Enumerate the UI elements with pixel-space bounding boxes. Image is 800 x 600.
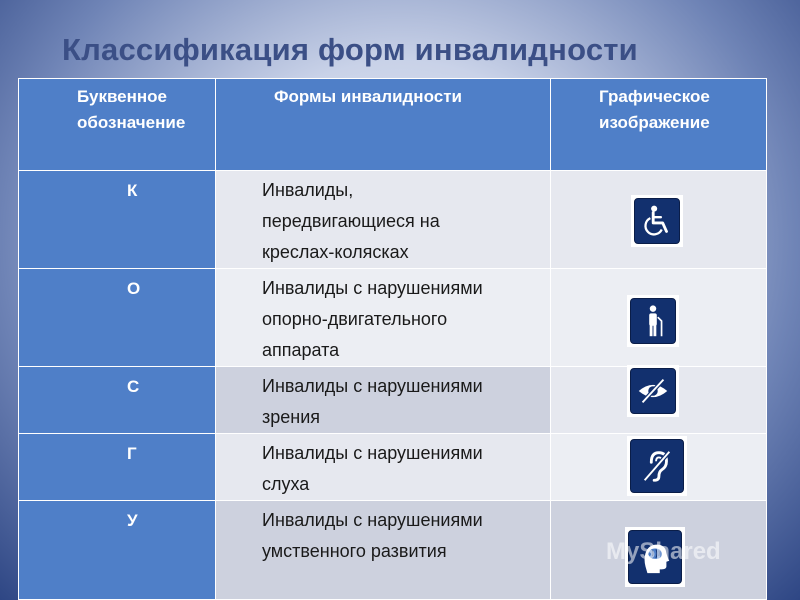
row-letter: С	[19, 367, 216, 434]
watermark: MyShared	[606, 538, 721, 565]
row-description-line: умственного развития	[262, 541, 447, 561]
row-letter: Г	[19, 434, 216, 501]
row-description-line: передвигающиеся на	[262, 211, 440, 231]
row-description-line: слуха	[262, 474, 310, 494]
table-row	[19, 269, 767, 367]
header-letter-line-2: обозначение	[77, 113, 186, 132]
header-letter-line-1: Буквенное	[77, 87, 168, 106]
row-description-line: Инвалиды с нарушениями	[262, 376, 483, 396]
header-graphic-line-1: Графическое	[599, 87, 710, 106]
disability-classification-table	[18, 78, 767, 600]
crossed-ear-icon	[627, 436, 687, 496]
table-row	[19, 367, 767, 434]
row-letter: К	[19, 171, 216, 269]
row-description	[216, 171, 551, 269]
header-graphic-line-2: изображение	[599, 113, 710, 132]
row-description-line: аппарата	[262, 340, 340, 360]
header-forms	[216, 79, 551, 171]
row-letter: О	[19, 269, 216, 367]
row-description	[216, 501, 551, 600]
table-header-row	[19, 79, 767, 171]
row-description-line: креслах-колясках	[262, 242, 409, 262]
row-description-line: Инвалиды с нарушениями	[262, 443, 483, 463]
row-description-line: опорно-двигательного	[262, 309, 448, 329]
table-row	[19, 434, 767, 501]
row-letter: У	[19, 501, 216, 600]
row-description-line: Инвалиды с нарушениями	[262, 278, 483, 298]
header-forms-label: Формы инвалидности	[274, 87, 462, 106]
cane-person-icon	[627, 295, 679, 347]
header-graphic	[551, 79, 767, 171]
row-description-line: Инвалиды,	[262, 180, 354, 200]
row-description	[216, 367, 551, 434]
row-icon-cell	[551, 367, 767, 434]
row-icon-cell	[551, 269, 767, 367]
slide-title: Классификация форм инвалидности	[62, 32, 638, 67]
row-description-line: Инвалиды с нарушениями	[262, 510, 483, 530]
row-icon-cell	[551, 434, 767, 501]
row-description	[216, 434, 551, 501]
header-letter-designation	[19, 79, 216, 171]
table-row	[19, 171, 767, 269]
wheelchair-icon	[631, 195, 683, 247]
row-icon-cell	[551, 171, 767, 269]
crossed-eye-icon	[627, 365, 679, 417]
row-description	[216, 269, 551, 367]
row-description-line: зрения	[262, 407, 321, 427]
